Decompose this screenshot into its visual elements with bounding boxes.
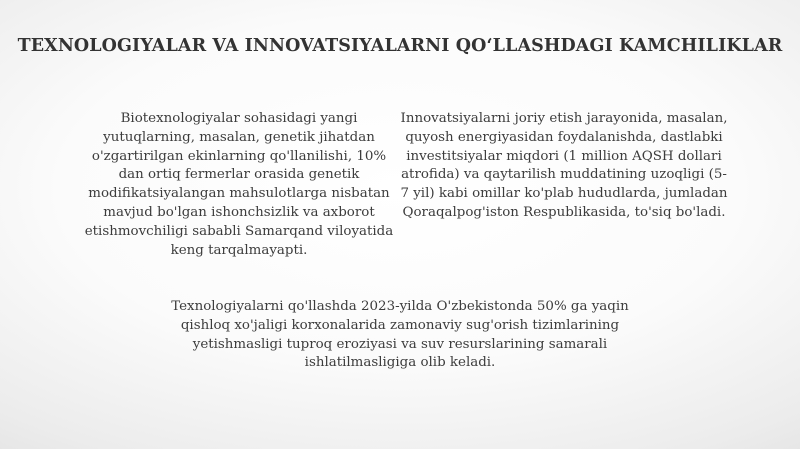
bottom-paragraph: Texnologiyalarni qo'llashda 2023-yilda O'zbekistonda 50% ga yaqin qishloq xo'jaligi korxonalarida zamonaviy sug'orish tizimlarining yetishmasligi tuproq eroziyasi va suv resurslarining samarali ishlatilmasligiga olib keladi. (171, 299, 629, 371)
slide-title: TEXNOLOGIYALAR VA INNOVATSIYALARNI QO‘LLASHDAGI KAMCHILIKLAR (17, 36, 783, 56)
right-paragraph: Innovatsiyalarni joriy etish jarayonida, masalan, quyosh energiyasidan foydalanishda, dastlabki investitsiyalar miqdori (1 million AQSH dollari atrofida) va qaytarilish muddatining uzoqligi (5-7 yil) kabi omillar ko'plab hududlarda, jumladan Qoraqalpog'iston Respublikasida, to'siq bo'ladi. (400, 111, 728, 220)
left-paragraph: Biotexnologiyalar sohasidagi yangi yutuqlarning, masalan, genetik jihatdan o'zgartirilgan ekinlarning qo'llanilishi, 10% dan ortiq fermerlar orasida genetik modifikatsiyalangan mahsulotlarga nisbatan mavjud bo'lgan ishonchsizlik va axborot etishmovchiligi sababli Samarqand viloyatida keng tarqalmayapti. (84, 111, 394, 258)
